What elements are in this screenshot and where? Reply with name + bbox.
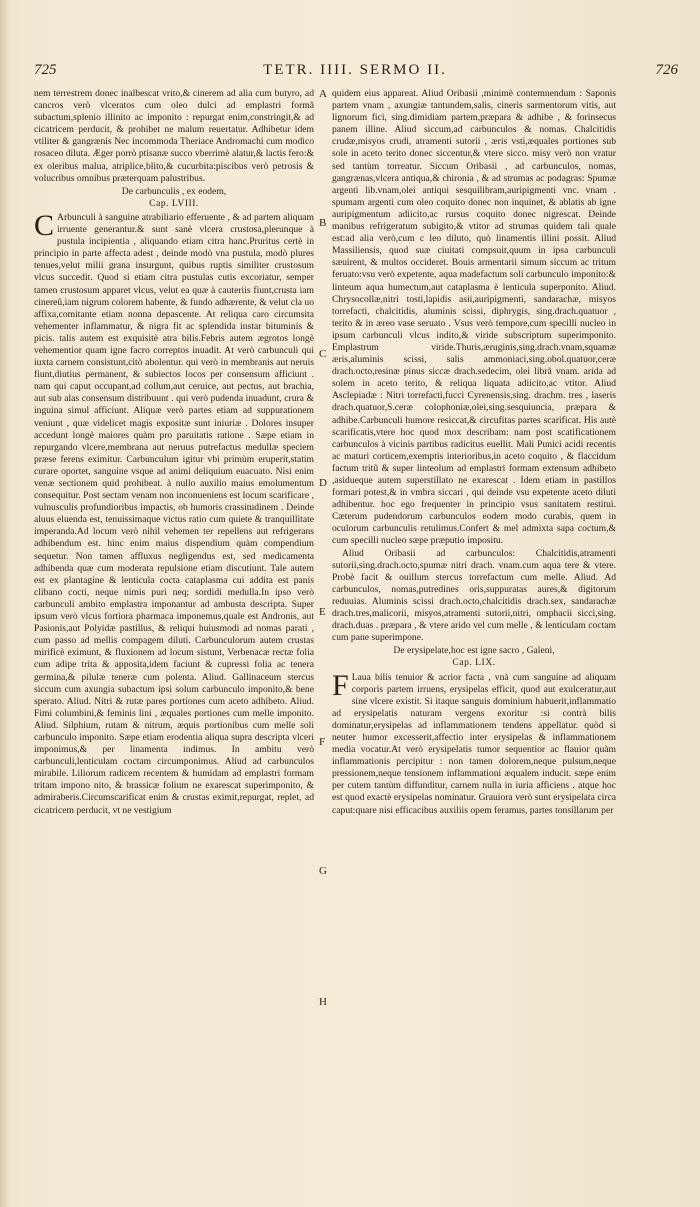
chapter-number-59: Cap. LIX.	[452, 657, 496, 669]
page-number-left: 725	[34, 62, 57, 78]
margin-letter-h: H	[319, 996, 327, 1008]
left-column	[34, 88, 314, 817]
margin-letter-e: E	[319, 606, 326, 618]
right-paragraph-3-text: Laua bilis tenuior & acrior facta , vnà cum sanguine ad aliquam corporis partem irruens, erysipelas efficit, quod aut exulceratur,aut sine vlcere existit. Si itaque sanguis dominium habuerit,inflammatio ad erysipelatis naturam vergens exoritur :si contrà bilis dominatur,erysipelas ad inflammationem tendens appellatur. quòd si neuter humor excesserit,affectio inter erysipelas & inflammationem media vocatur.At verò erysipelatis tumor sequentior ac flauior quàm inflammationis percipitur : non tamen dolorem,neque pulsum,neque pressionem,neque tensionem inflammationi æqualem inducit. sæpe enim per cutem tantùm diffunditur, carnem nulla in iuria afficiens . atque hoc est quod exactè erysipelas nominatur. Grauiora verò sunt erysipelata circa caput:quare nisi efficacibus auxiliis opem feramus, partes tonsillarum per	[332, 671, 616, 816]
right-paragraph-2: Aliud Oribasii ad carbunculos: Chalcitidis,atramenti sutorii,sing.drach.octo,spumæ nitri drach. vnam.cum aqua tere & vtere. Probè facit & ouillum stercus torrefactum cum melle. Aliud. Ad carbunculos, nomas,putredines oris,suppuratas aures,& digitorum reduuias. Aluminis scissi drach.octo,chalcitidis drach.sex, sandarachæ drach.tres,malicorii, misyos,atramenti sutorii,nitri, omphacii sicci,sing. drach.duas . præpara , & vtere arido vel cum melle , & lenticulam coctam cum pane superimpone.	[332, 547, 616, 644]
chapter-heading-carbunculis: De carbunculis , ex eodem,	[121, 185, 227, 197]
right-column	[332, 88, 616, 817]
page-number-right: 726	[655, 62, 678, 78]
chapter-number-58: Cap. LVIII.	[149, 197, 199, 209]
left-paragraph-2	[34, 208, 314, 817]
page-header	[30, 60, 680, 80]
margin-letter-c: C	[319, 348, 327, 360]
drop-capital-c: C	[34, 208, 55, 242]
margin-letter-b: B	[319, 217, 327, 229]
margin-letter-f: F	[319, 736, 326, 748]
page-edge-shadow	[0, 0, 10, 1207]
chapter-heading-erysipelate: De erysipelate,hoc est igne sacro , Galeni,	[393, 645, 555, 657]
margin-letter-g: G	[319, 865, 327, 877]
running-title: TETR. IIII. SERMO II.	[263, 62, 447, 78]
margin-letter-d: D	[319, 477, 327, 489]
left-paragraph-1: nem terrestrem donec inalbescat vrito,& cinerem ad alia cum butyro, ad cancros verò vlceratos cum oleo dulci ad emplastri formã subactum,splenio illinito ac imponito : repurgat enim,constringit,& ad cicatricem perducit, & prohibet ne malum reuertatur. Adhibetur idem vtiliter & gangrænis Nec incommoda Theriace Andromachi cum modico rosaceo diluta. Æger porrò ptisanæ succo vberrimè alatur,& lactis fero:& ex oleribus malua, atriplice,blito,& cucurbita:piscibus verò petrosis & volucribus omnibus præterquam palustribus.	[34, 88, 314, 184]
left-paragraph-2-text: Arbunculi à sanguine atrabiliario efferuente , & ad partem aliquam irruente generantur.& sunt sanè vlcera crustosa,plerunque à pustula incipientia , aliquando etiam citra hanc.Pruritus certè in principio in parte affecta adest , deinde modò vna pustula, modò plures tenues,velut milii grana insurgunt, quibus ruptis similiter crustosum vlcus succedit. Quod si etiam citra pustulas cutis excoriatur, semper tamen crustosum apparet vlcus, velut ea quæ à cauteriis fiunt,crusta iam cinereû,iam nigrum colorem habente, & fundo adhærente, & velut cla uo affixa,comitante etiam nonna depascente. At reliqua caro circumsita vehementer inflammatur, & nigra fit ac splendida instar bituminis & picis. talis autem est exquisitè atra bilis.Febris autem ægrotos longè vehementior quam igne facro correptos inuadit. At verò carbunculi qui iuxta carnem consistunt,citò abolentur. qui verò in membranis aut neruis fiunt,diutius permanent, & subiectos locos per consensum afficiunt . nam qui caput occupant,ad collum,aut ceruice, aut pectus, aut brachia, aut sub alas consensum distribuunt . qui verò pudenda inuadunt, crura & inguina simul afficiunt. Aliquæ verò partes etiam ad suppurationem veniunt , quæ videlicet magis expositæ sunt iniuriæ . Dolores insuper accedunt longè maiores quàm pro paruitatis ratione . Sæpe etiam in repurgando vlcere,membrana aut neruus putrefactus medullæ speciem præse ferens eximitur. Carbunculum igitur vbi primùm eruperit,statim curare oportet, sanguine vsque ad animi deliquium euacuato. Nisi enim venæ sectionem quid prohibeat. à nullo auxilio maius emolumentum consequitur. Post sectam venam non inconueniens est locum scarificare , vulnusculis profundioribus impactis, ob humoris crassitudinem . Deinde aluus eluenda est, tenuissimaque victus ratio cum quiete & tranquillitate imperanda.Ad locum verò nihil vehemen ter repellens aut refrigerans adhibendum est. hinc enim maius dispendium quàm compendium sequetur. Non tamen affluxus negligendus est, sed medicamenta adhibenda quæ cum moderata repulsione etiam discutiunt. Tale autem est ex plantagine & lenticula cocta cataplasma cui addita est panis clibano cocti, neque nimis puri neq; sordidi medulla.In ipso verò carbunculi ambito emplastra imponantur ad ambusta descripta. Super ipsum verò vlcus fortiora pharmaca imponemus,quale est Andronis, aut Pasionis,aut Polyidæ pastillus, & reliqui huiusmodi ad nomas parati , cum passo ad mellis compagem diluti. Carbunculorum autem crustas mirificè eximunt, & fluxionem ad locum sistunt, Verbenacæ rectæ folia cum adipe trita & apposita,idem faciunt & cupressi folia ac tenera germina,& pilulæ teneræ cum polenta. Aliud. Gallinaceum stercus siccum cum axungia subactum ipsi solum carbunculo imponito,& bene sperato. Aliud. Nitri & rutæ pares portiones cum aceto adhibeto. Aliud. Fimi columbini,& feminis lini , æquales portiones cum melle imponito. Aliud. Silphium, rutam & nitrum, æquis portionibus cum melle soli carbunculo imponito. Sæpe etiam erodentia aliqua supra descripta vlceri imponimus,& per linamenta indimus. In ambitu verò carbunculi,lenticulam coctam circumponimus. Aliud ad carbunculos mirabile. Liliorum radicem recentem & humidam ad emplastri formam tritam impono nito, & brassicæ folium ne exarescat superimponito, & admiraberis.Circumscarificat enim & crustas eximit,repurgat, replet, ad cicatricem perducit, vt ne vestigium	[34, 211, 314, 816]
margin-section-letters	[319, 88, 331, 1188]
margin-letter-a: A	[319, 88, 327, 100]
right-paragraph-1: quidem eius appareat. Aliud Oribasii ,minimè contemnendum : Saponis partem vnam , axungiæ tantundem,salis, cineris sarmentorum vitis, aut lignorum fici, sing.dimidiam partem,præpara & adhibe , & forinsecus panem illine. Aliud siccum,ad carbunculos & nomas. Chalcitidis crudæ,misyos crudi, atramenti sutorii , æris vsti,æquales portiones sub sole in aceto terito donec siccentur,& vtere sicco. misy verò non vratur sed tantùm torreatur. Siccum Oribasii , ad carbunculos, nomas, gangrænas,vlcera antiqua,& chironia , & ad strumas ac podagras: Spumæ argenti lib.vnam,olei antiqui sesquilibram,auripigmenti vnc. vnam . spumam argenti cum oleo coquito donec non inquinet, & ablatis ab igne auripigmentum adiicito,ac rursus coquito donec nigrescat. Deinde manibus refrigeratum subigito,& vtitor ad strumas quidem tali quale est:ad alia verò,cum c leo diluto, quò linamentis illini possit. Aliud Massiliensis, quod suæ ciuitati compsuit,quum in ipsa carbunculi sæuirent, & multos occideret. Bouis armentarii simum siccum ac tritum feruato:vsu verò expetente, aqua madefactum soli carbunculo imponito:& linteum aqua humectum,aut cataplasma è lenticula superponito. Aliud. Chrysocollæ,nitri tosti,lapidis asii,auripigmenti, sandarachæ, misyos torrefacti, chalcitidis, aluminis scissi, diphrygis, sing.drach.quatuor , terito & in æreo vase seruato . Vsus verò tempore,cum specilli nucleo in ipsum carbunculi vlcus indito,& viride subscriptum superimponito. Emplastrum viride.Thuris,æruginis,sing.drach.vnam,squamæ æris,aluminis scissi, salis ammoniaci,sing.obol.quatuor,ceræ drach.octo,resinæ pinus siccæ drach.sedecim, olei librã vnam. arida ad solem in aceto terito, & reliqua liquata adiicito,ac vtitor. Aliud Asclepiadæ : Nitri torrefacti,fucci Cyrenensis,sing. drachm. tres , laseris drach.quatuor,S.ceræ colophoniæ,olei,sing.sesquiuncia, præpara & adhibe.Carbunculi humore resiccat,& circufitas partes scarificat. His autè scarificatis,vtere hoc quod mox describam: nam post scatificationem carbunculos à vicinis partibus radicitus euellit. Mali Punici acidi recentis ac maturi corticem,exemptis interioribus,in aceto coquito , & flaccidum factum tritũ & super linteolum ad emplastri formam extensum adhibeto ,asidueque autem superstillato ne exarescat . Idem etiam in pastillos formari potest,& in vmbra siccari , qui deinde vsu expetente aceto diluti adhibentur. hoc ego frequenter in principio vsus sanitatem restitui. Cæterum pudendorum carbunculos eodem modo curabis, quem in oculorum carbunculis retulimus.Confert & mel admixta sapa coctum,& cum specilli nucleo sæpe præputio impositu.	[332, 88, 616, 547]
right-paragraph-3	[332, 668, 616, 817]
drop-capital-f: F	[332, 668, 349, 702]
